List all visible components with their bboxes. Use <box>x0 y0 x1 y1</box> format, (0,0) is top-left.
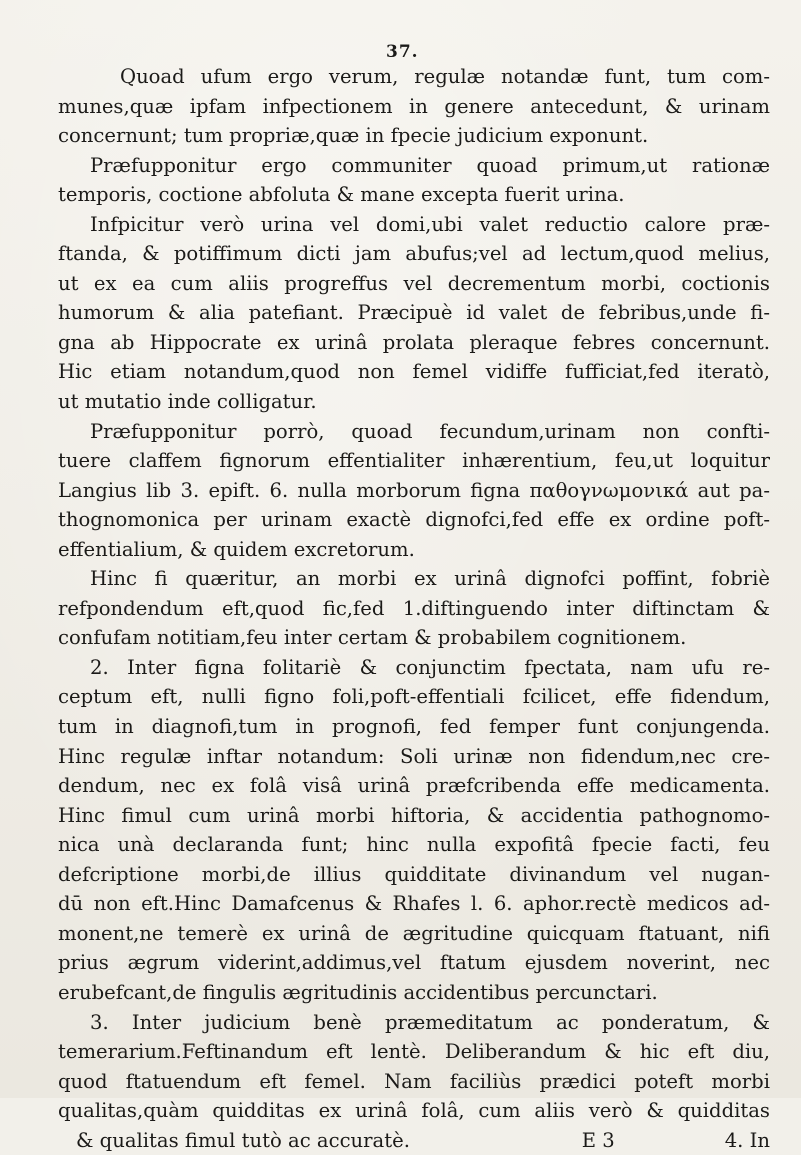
text-line: Hic etiam notandum,quod non femel vidiffe fufficiat,fed iteratò, <box>58 360 770 384</box>
text-line: tum in diagnofi,tum in prognofi, fed femper funt conjungenda. <box>58 715 770 739</box>
text-line: dū non eft.Hinc Damafcenus & Rhafes l. 6. aphor.rectè medicos ad- <box>58 892 770 916</box>
catchword: 4. In <box>724 1128 770 1152</box>
text-line: defcriptione morbi,de illius quidditate divinandum vel nugan- <box>58 862 770 886</box>
text-line: temporis, coctione abfoluta & mane excepta fuerit urina. <box>58 183 625 207</box>
text-line: quod ftatuendum eft femel. Nam faciliùs prædici poteft morbi <box>58 1069 770 1093</box>
text-line: munes,quæ ipfam infpectionem in genere antecedunt, & urinam <box>58 94 770 118</box>
text-line: Præfupponitur porrò, quoad fecundum,urinam non confti- <box>90 419 770 443</box>
text-line: humorum & alia patefiant. Præcipuè id valet de febribus,unde fi- <box>58 301 770 325</box>
page-number: 37. <box>386 42 419 62</box>
text-line: Hinc fimul cum urinâ morbi hiftoria, & accidentia pathognomo- <box>58 803 770 827</box>
text-line: Hinc fi quæritur, an morbi ex urinâ dignofci poffint, fobriè <box>90 567 770 591</box>
text-line: erubefcant,de fingulis ægritudinis accidentibus percunctari. <box>58 980 658 1004</box>
text-line: Infpicitur verò urina vel domi,ubi valet reductio calore præ- <box>90 212 770 236</box>
body-text <box>58 62 770 1155</box>
text-line: Hinc regulæ inftar notandum: Soli urinæ non fidendum,nec cre- <box>58 744 770 768</box>
text-line: tuere claffem fignorum effentialiter inhærentium, feu,ut loquitur <box>58 449 770 473</box>
text-line: gna ab Hippocrate ex urinâ prolata pleraque febres concernunt. <box>58 330 770 354</box>
text-line: effentialium, & quidem excretorum. <box>58 537 415 561</box>
final-line-text: & qualitas fimul tutò ac accuratè. <box>76 1128 410 1152</box>
text-line: Langius lib 3. epift. 6. nulla morborum figna παθογνωμονικά aut pa- <box>58 478 770 502</box>
text-line: ut mutatio inde colligatur. <box>58 390 317 414</box>
final-line <box>58 1126 770 1155</box>
text-line: refpondendum eft,quod fic,fed 1.diftinguendo inter diftinctam & <box>58 596 770 620</box>
text-line: ut ex ea cum aliis progreffus vel decrementum morbi, coctionis <box>58 271 770 295</box>
text-line: concernunt; tum propriæ,quæ in fpecie judicium exponunt. <box>58 124 649 148</box>
text-line: monent,ne temerè ex urinâ de ægritudine quicquam ftatuant, nifi <box>58 921 770 945</box>
text-line: 3. Inter judicium benè præmeditatum ac ponderatum, & <box>90 1010 770 1034</box>
text-line: qualitas,quàm quidditas ex urinâ folâ, cum aliis verò & quidditas <box>58 1099 770 1123</box>
text-line: nica unà declaranda funt; hinc nulla expofitâ fpecie facti, feu <box>58 833 770 857</box>
text-line: confufam notitiam,feu inter certam & probabilem cognitionem. <box>58 626 687 650</box>
text-line: prius ægrum viderint,addimus,vel ftatum ejusdem noverint, nec <box>58 951 770 975</box>
signature-mark: E 3 <box>581 1128 615 1152</box>
text-line: ceptum eft, nulli figno foli,poft-effentiali fcilicet, effe fidendum, <box>58 685 770 709</box>
text-line: Quoad ufum ergo verum, regulæ notandæ funt, tum com- <box>120 65 770 88</box>
text-line: temerarium.Feftinandum eft lentè. Deliberandum & hic eft diu, <box>58 1040 770 1064</box>
text-line: ftanda, & potiffimum dicti jam abufus;vel ad lectum,quod melius, <box>58 242 770 266</box>
text-line: 2. Inter figna folitariè & conjunctim fpectata, nam ufu re- <box>90 655 770 679</box>
text-line: thognomonica per urinam exactè dignofci,fed effe ex ordine poft- <box>58 508 770 532</box>
text-line: Præfupponitur ergo communiter quoad primum,ut rationæ <box>90 153 770 177</box>
text-line: dendum, nec ex folâ visâ urinâ præfcribenda effe medicamenta. <box>58 774 770 798</box>
